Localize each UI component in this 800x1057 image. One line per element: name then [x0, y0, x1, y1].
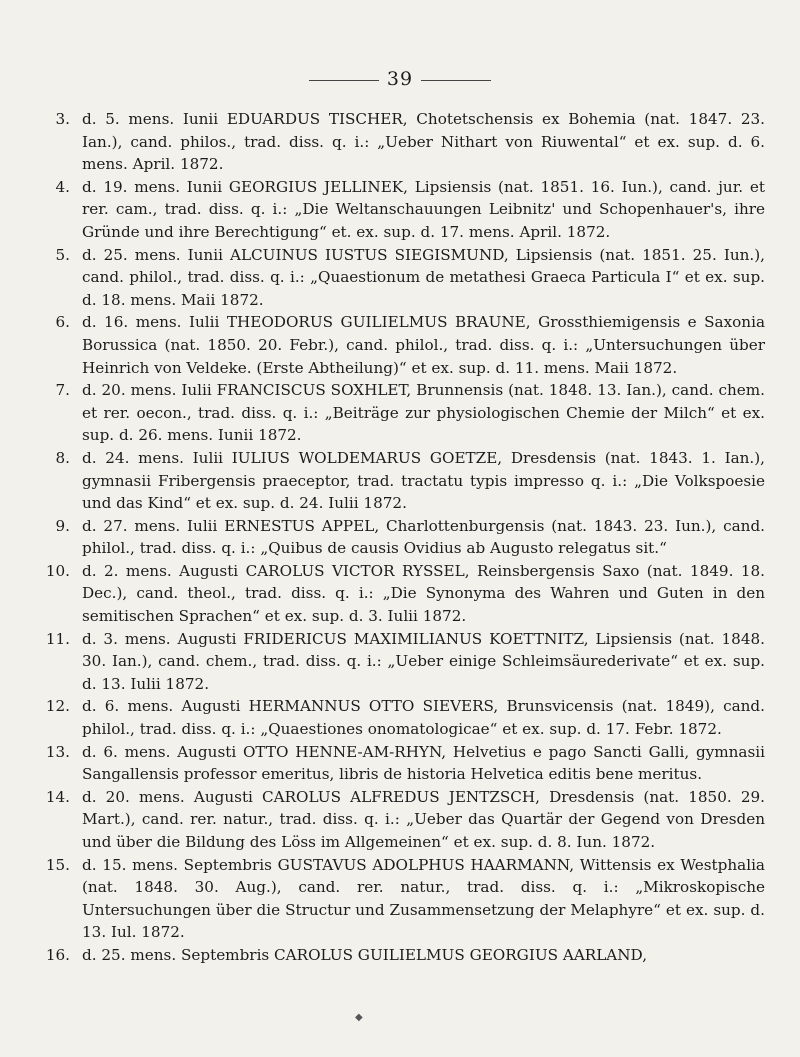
entry-number: 12. [45, 697, 70, 716]
entry-number: 6. [55, 313, 70, 332]
list-item [30, 108, 765, 176]
list-item [30, 515, 765, 560]
entry-text: d. 3. mens. Augusti FRIDERICUS MAXIMILIANUS KOETTNITZ, Lipsiensis (nat. 1848. 30. Ian.), cand. chem., trad. diss. q. i.: „Ueber einige Schleimsäurederivate“ et ex. sup. d. 13. Iulii 1872. [82, 629, 765, 693]
entry-number: 11. [45, 629, 70, 648]
list-item [30, 244, 765, 312]
list-item [30, 741, 765, 786]
entry-number: 5. [55, 245, 70, 264]
rule-right [421, 80, 491, 81]
entry-text: d. 20. mens. Augusti CAROLUS ALFREDUS JENTZSCH, Dresdensis (nat. 1850. 29. Mart.), cand. rer. natur., trad. diss. q. i.: „Ueber das Quartär der Gegend von Dresden und über die Bildung des Löss im Allgemeinen“ et ex. sup. d. 8. Iun. 1872. [82, 787, 765, 851]
entry-text: d. 24. mens. Iulii IULIUS WOLDEMARUS GOETZE, Dresdensis (nat. 1843. 1. Ian.), gymnasii Fribergensis praeceptor, trad. tractatu typis impresso q. i.: „Die Volkspoesie und das Kind“ et ex. sup. d. 24. Iulii 1872. [82, 448, 765, 513]
list-item [30, 311, 765, 379]
page-number-text: 39 [386, 68, 414, 90]
entry-number: 4. [55, 177, 70, 196]
entry-number: 15. [45, 855, 70, 874]
list-item [30, 695, 765, 740]
list-item [30, 944, 765, 967]
list-item [30, 786, 765, 854]
entry-text: d. 20. mens. Iulii FRANCISCUS SOXHLET, Brunnensis (nat. 1848. 13. Ian.), cand. chem. et rer. oecon., trad. diss. q. i.: „Beiträge zur physiologischen Chemie der Milch“ et ex. sup. d. 26. mens. Iunii 1872. [82, 381, 765, 445]
list-item [30, 447, 765, 515]
entry-number: 3. [55, 110, 70, 128]
entry-text: d. 25. mens. Septembris CAROLUS GUILIELMUS GEORGIUS AARLAND, [82, 945, 648, 964]
list-item [30, 854, 765, 944]
entry-number: 14. [45, 787, 70, 806]
entry-text: d. 2. mens. Augusti CAROLUS VICTOR RYSSEL, Reinsbergensis Saxo (nat. 1849. 18. Dec.), cand. theol., trad. diss. q. i.: „Die Synonyma des Wahren und Guten in den semitischen Sprachen“ et ex. sup. d. 3. Iulii 1872. [82, 561, 765, 626]
list-item [30, 176, 765, 244]
list-item [30, 560, 765, 628]
entry-text: d. 27. mens. Iulii ERNESTUS APPEL, Charlottenburgensis (nat. 1843. 23. Iun.), cand. philol., trad. diss. q. i.: „Quibus de causis Ovidius ab Augusto relegatus sit.“ [82, 516, 765, 558]
list-item [30, 379, 765, 447]
entry-number: 13. [45, 742, 70, 761]
entry-text: d. 16. mens. Iulii THEODORUS GUILIELMUS BRAUNE, Grossthiemigensis e Saxonia Borussica (nat. 1850. 20. Febr.), cand. philol., trad. diss. q. i.: „Untersuchungen über Heinrich von Veldeke. (Erste Abtheilung)“ et ex. sup. d. 11. mens. Maii 1872. [82, 313, 765, 377]
list-item [30, 628, 765, 696]
rule-left [309, 80, 379, 81]
entry-text: d. 25. mens. Iunii ALCUINUS IUSTUS SIEGISMUND, Lipsiensis (nat. 1851. 25. Iun.), cand. philol., trad. diss. q. i.: „Quaestionum de metathesi Graeca Particula I“ et ex. sup. d. 18. mens. Maii 1872. [82, 245, 765, 309]
entry-number: 7. [55, 381, 70, 400]
entry-number: 10. [45, 561, 70, 580]
entry-number: 9. [55, 516, 70, 535]
page-number [0, 68, 800, 90]
entry-text: d. 15. mens. Septembris GUSTAVUS ADOLPHUS HAARMANN, Wittensis ex Westphalia (nat. 1848. 30. Aug.), cand. rer. natur., trad. diss. q. i.: „Mikroskopische Untersuchungen über die Structur und Zusammensetzung der Melaphyre“ et ex. sup. d. 13. Iul. 1872. [82, 855, 765, 942]
entry-number: 8. [55, 448, 70, 467]
entry-text: d. 5. mens. Iunii EDUARDUS TISCHER, Chotetschensis ex Bohemia (nat. 1847. 23. Ian.), cand. philos., trad. diss. q. i.: „Ueber Nithart von Riuwental“ et ex. sup. d. 6. mens. April. 1872. [82, 110, 765, 174]
printer-mark: ◆ [355, 1012, 363, 1023]
entry-text: d. 6. mens. Augusti OTTO HENNE-AM-RHYN, Helvetius e pago Sancti Galli, gymnasii Sangallensis professor emeritus, libris de historia Helvetica editis bene meritus. [82, 742, 765, 784]
entry-list [30, 108, 765, 967]
entry-text: d. 6. mens. Augusti HERMANNUS OTTO SIEVERS, Brunsvicensis (nat. 1849), cand. philol., trad. diss. q. i.: „Quaestiones onomatologicae“ et ex. sup. d. 17. Febr. 1872. [82, 697, 765, 739]
entry-number: 16. [45, 945, 70, 964]
entry-text: d. 19. mens. Iunii GEORGIUS JELLINEK, Lipsiensis (nat. 1851. 16. Iun.), cand. jur. et rer. cam., trad. diss. q. i.: „Die Weltanschauungen Leibnitz' und Schopenhauer's, ihre Gründe und ihre Berechtigung“ et. ex. sup. d. 17. mens. April. 1872. [82, 177, 765, 241]
